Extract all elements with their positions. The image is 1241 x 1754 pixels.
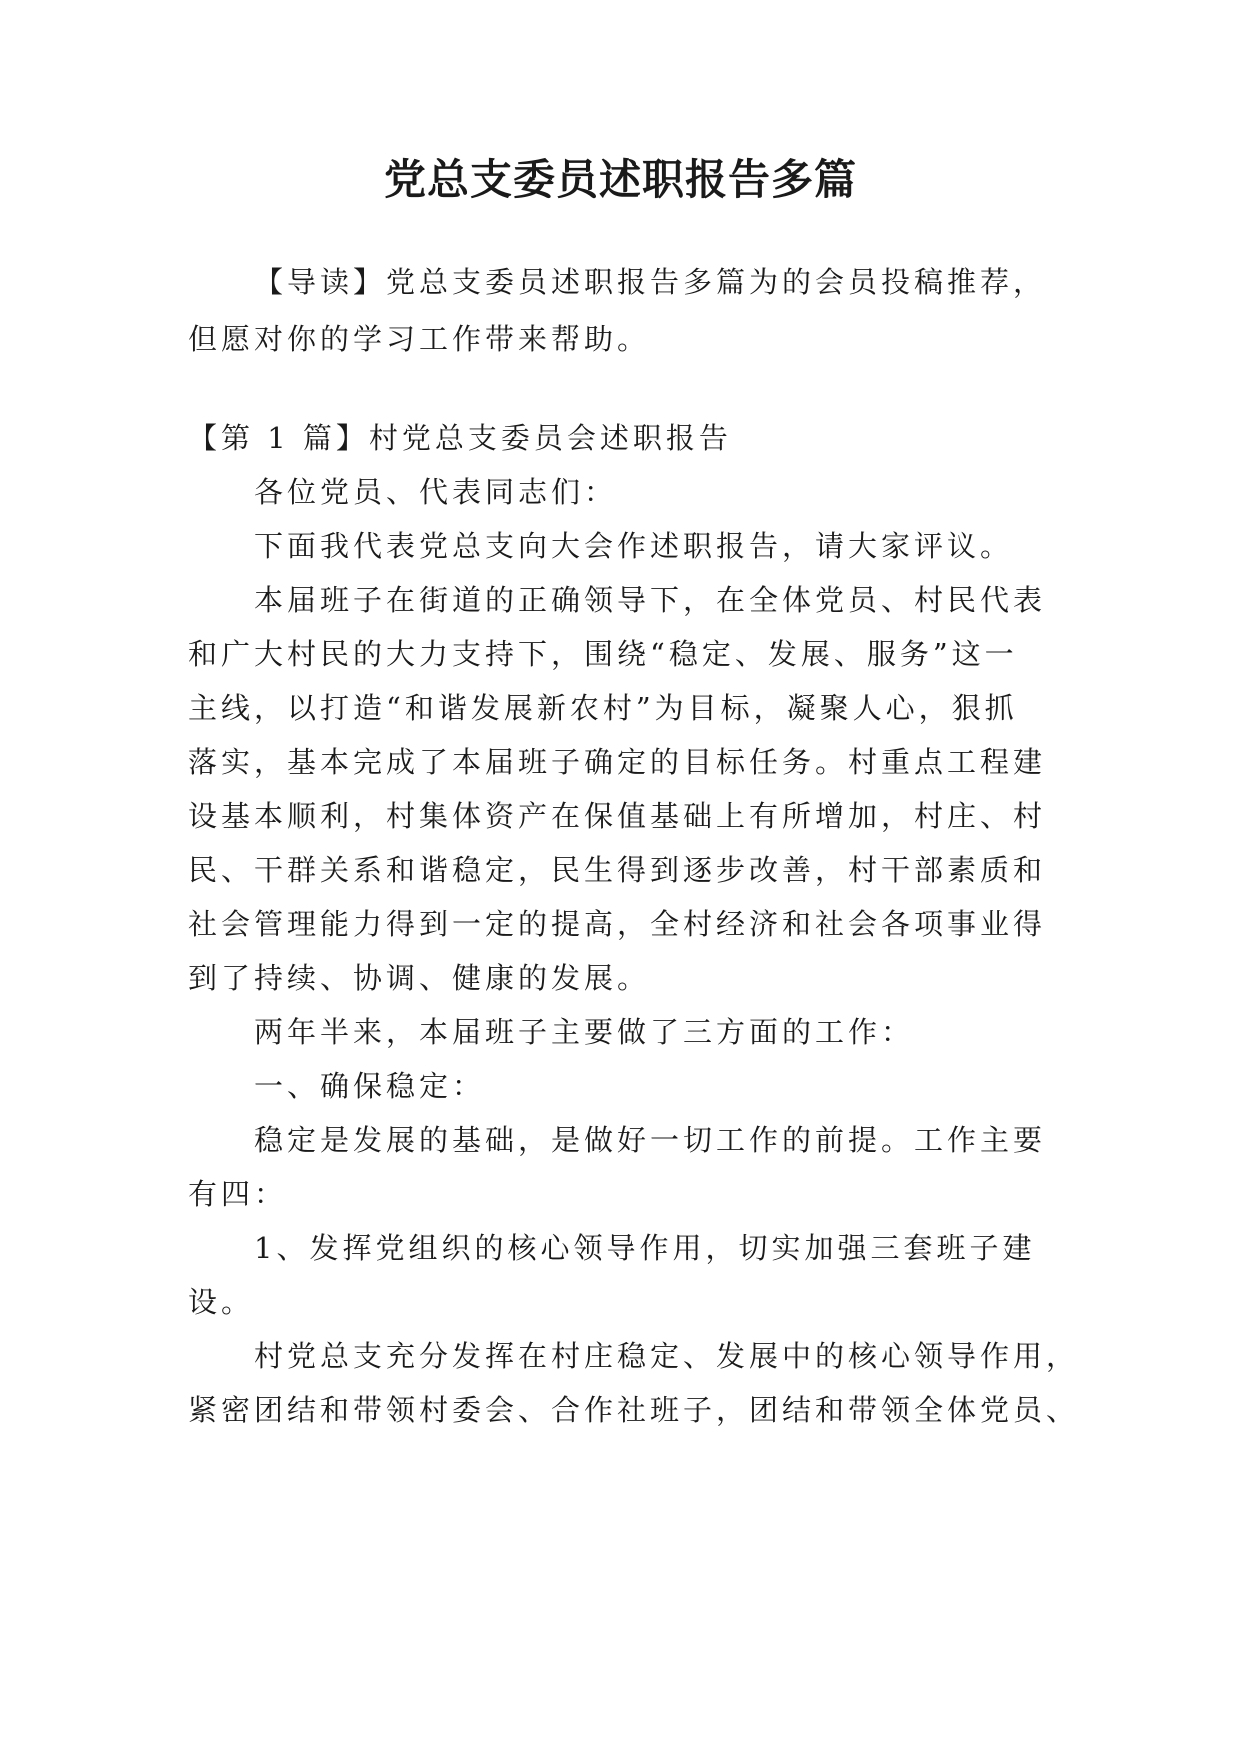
item-1-line: 设。 [188, 1285, 255, 1319]
paragraph-4-line: 有四： [188, 1177, 288, 1211]
section-heading: 【第 1 篇】村党总支委员会述职报告 [188, 421, 732, 455]
intro-line-1: 【导读】党总支委员述职报告多篇为的会员投稿推荐， [254, 265, 1047, 299]
paragraph-2-line: 社会管理能力得到一定的提高，全村经济和社会各项事业得 [188, 907, 1047, 941]
paragraph-5-line: 村党总支充分发挥在村庄稳定、发展中的核心领导作用， [254, 1339, 1080, 1373]
paragraph-2-line: 和广大村民的大力支持下，围绕“稳定、发展、服务”这一 [188, 637, 1018, 671]
item-1-line: 1、发挥党组织的核心领导作用，切实加强三套班子建 [254, 1231, 1036, 1265]
intro-line-2: 但愿对你的学习工作带来帮助。 [188, 322, 651, 356]
paragraph-2-line: 设基本顺利，村集体资产在保值基础上有所增加，村庄、村 [188, 799, 1047, 833]
paragraph-2-line: 到了持续、协调、健康的发展。 [188, 961, 651, 995]
body-block [188, 418, 1080, 1558]
paragraph-1: 下面我代表党总支向大会作述职报告，请大家评议。 [254, 529, 1014, 563]
document-title: 党总支委员述职报告多篇 [383, 155, 857, 204]
paragraph-2-line: 民、干群关系和谐稳定，民生得到逐步改善，村干部素质和 [188, 853, 1047, 887]
paragraph-2-line: 落实，基本完成了本届班子确定的目标任务。村重点工程建 [188, 745, 1047, 779]
paragraph-5-line: 紧密团结和带领村委会、合作社班子，团结和带领全体党员、 [188, 1393, 1080, 1427]
paragraph-3: 两年半来，本届班子主要做了三方面的工作： [254, 1015, 915, 1049]
paragraph-2-line: 主线，以打造“和谐发展新农村”为目标，凝聚人心，狠抓 [188, 691, 1018, 725]
paragraph-4-line: 稳定是发展的基础，是做好一切工作的前提。工作主要 [254, 1123, 1047, 1157]
heading-1: 一、确保稳定： [254, 1069, 486, 1103]
intro-block [188, 262, 1058, 362]
paragraph-2-line: 本届班子在街道的正确领导下，在全体党员、村民代表 [254, 583, 1047, 617]
salutation: 各位党员、代表同志们： [254, 475, 618, 509]
